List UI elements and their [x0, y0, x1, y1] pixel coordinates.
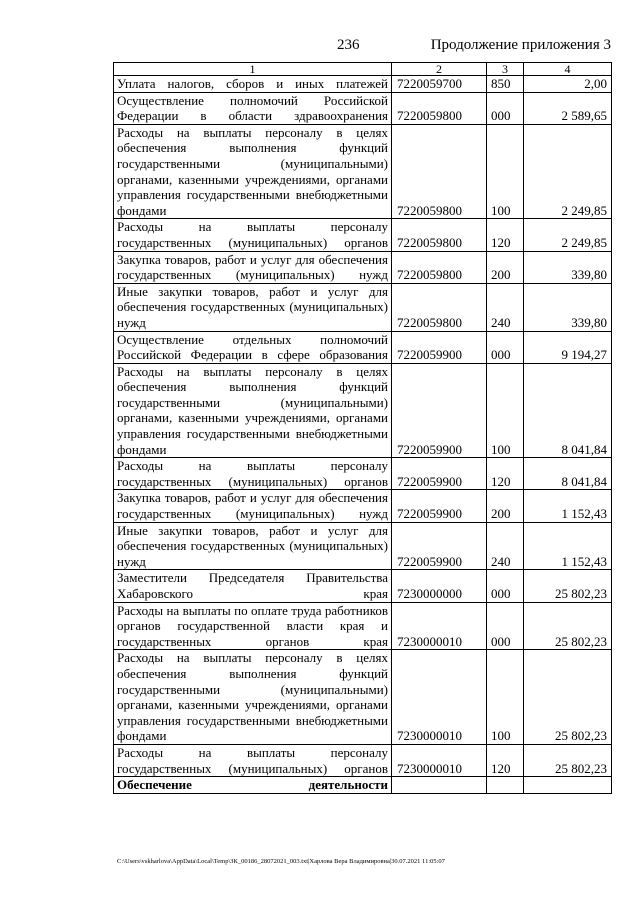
row-code: 7220059800: [392, 219, 487, 251]
table-row: [114, 124, 612, 219]
row-code: 7220059900: [392, 522, 487, 570]
row-name: Закупка товаров, работ и услуг для обеспечения государственных (муниципальных) нужд: [114, 251, 392, 283]
row-expense-type: 120: [487, 219, 524, 251]
row-expense-type: 100: [487, 124, 524, 219]
row-expense-type: 000: [487, 602, 524, 650]
table-row: [114, 744, 612, 776]
row-name: Обеспечение деятельности: [114, 777, 392, 794]
row-amount: 9 194,27: [524, 331, 612, 363]
row-code: [392, 777, 487, 794]
row-code: 7220059900: [392, 490, 487, 522]
table-row: [114, 92, 612, 124]
header-row: [114, 63, 612, 76]
row-expense-type: 120: [487, 458, 524, 490]
row-expense-type: 120: [487, 744, 524, 776]
table-row: [114, 490, 612, 522]
row-name: Расходы на выплаты персоналу в целях обеспечения выполнения функций государственными (муниципальными) органами, казенными учреждениями, органами управления государственными внебюджетными фондами: [114, 124, 392, 219]
table-row: [114, 458, 612, 490]
column-header-3: 3: [487, 63, 524, 76]
row-amount: 25 802,23: [524, 744, 612, 776]
row-expense-type: 240: [487, 283, 524, 331]
row-name: Заместители Председателя Правительства Хабаровского края: [114, 570, 392, 602]
row-amount: 2 589,65: [524, 92, 612, 124]
footer-path: C:\Users\vskharlova\AppData\Local\Temp\ЗК_00186_28072021_003.txt|Харлова Вера Владимировна|30.07.2021 11:05:07: [117, 858, 445, 865]
table-body: [114, 76, 612, 794]
row-expense-type: 200: [487, 490, 524, 522]
row-name: Закупка товаров, работ и услуг для обеспечения государственных (муниципальных) нужд: [114, 490, 392, 522]
column-header-2: 2: [392, 63, 487, 76]
table-row: [114, 331, 612, 363]
table-row: [114, 76, 612, 93]
row-code: 7230000010: [392, 744, 487, 776]
table-row: [114, 251, 612, 283]
row-code: 7230000000: [392, 570, 487, 602]
row-amount: 339,80: [524, 251, 612, 283]
row-expense-type: 100: [487, 363, 524, 458]
row-code: 7220059800: [392, 251, 487, 283]
row-expense-type: 000: [487, 570, 524, 602]
row-name: Расходы на выплаты по оплате труда работников органов государственной власти края и государственных органов края: [114, 602, 392, 650]
row-amount: [524, 777, 612, 794]
row-amount: 25 802,23: [524, 602, 612, 650]
row-expense-type: 240: [487, 522, 524, 570]
row-expense-type: 000: [487, 331, 524, 363]
row-name: Расходы на выплаты персоналу государственных (муниципальных) органов: [114, 458, 392, 490]
table-row: [114, 283, 612, 331]
row-code: 7220059800: [392, 124, 487, 219]
row-amount: 1 152,43: [524, 490, 612, 522]
table-row: [114, 602, 612, 650]
table-header: [114, 63, 612, 76]
row-expense-type: 000: [487, 92, 524, 124]
table-row: [114, 650, 612, 745]
column-header-4: 4: [524, 63, 612, 76]
row-name: Расходы на выплаты персоналу в целях обеспечения выполнения функций государственными (муниципальными) органами, казенными учреждениями, органами управления государственными внебюджетными фондами: [114, 363, 392, 458]
row-code: 7220059900: [392, 331, 487, 363]
row-amount: 8 041,84: [524, 458, 612, 490]
row-name: Уплата налогов, сборов и иных платежей: [114, 76, 392, 93]
table-row: [114, 522, 612, 570]
row-expense-type: 100: [487, 650, 524, 745]
row-amount: 1 152,43: [524, 522, 612, 570]
row-code: 7230000010: [392, 602, 487, 650]
row-expense-type: [487, 777, 524, 794]
row-code: 7220059800: [392, 283, 487, 331]
row-amount: 8 041,84: [524, 363, 612, 458]
row-expense-type: 200: [487, 251, 524, 283]
table-row: [114, 363, 612, 458]
row-code: 7220059700: [392, 76, 487, 93]
row-name: Расходы на выплаты персоналу в целях обеспечения выполнения функций государственными (муниципальными) органами, казенными учреждениями, органами управления государственными внебюджетными фондами: [114, 650, 392, 745]
table-row: [114, 777, 612, 794]
row-name: Иные закупки товаров, работ и услуг для обеспечения государственных (муниципальных) нужд: [114, 283, 392, 331]
row-name: Иные закупки товаров, работ и услуг для обеспечения государственных (муниципальных) нужд: [114, 522, 392, 570]
row-name: Осуществление отдельных полномочий Российской Федерации в сфере образования: [114, 331, 392, 363]
table-row: [114, 570, 612, 602]
row-amount: 2 249,85: [524, 124, 612, 219]
row-code: 7230000010: [392, 650, 487, 745]
column-header-1: 1: [114, 63, 392, 76]
row-amount: 25 802,23: [524, 570, 612, 602]
row-amount: 2,00: [524, 76, 612, 93]
row-code: 7220059900: [392, 363, 487, 458]
row-name: Расходы на выплаты персоналу государственных (муниципальных) органов: [114, 744, 392, 776]
row-code: 7220059900: [392, 458, 487, 490]
page-number: 236: [337, 37, 360, 53]
row-name: Расходы на выплаты персоналу государственных (муниципальных) органов: [114, 219, 392, 251]
table-row: [114, 219, 612, 251]
row-amount: 2 249,85: [524, 219, 612, 251]
row-expense-type: 850: [487, 76, 524, 93]
row-amount: 339,80: [524, 283, 612, 331]
row-amount: 25 802,23: [524, 650, 612, 745]
budget-table: [113, 62, 612, 794]
row-name: Осуществление полномочий Российской Федерации в области здравоохранения: [114, 92, 392, 124]
header-note: Продолжение приложения 3: [430, 37, 611, 53]
row-code: 7220059800: [392, 92, 487, 124]
